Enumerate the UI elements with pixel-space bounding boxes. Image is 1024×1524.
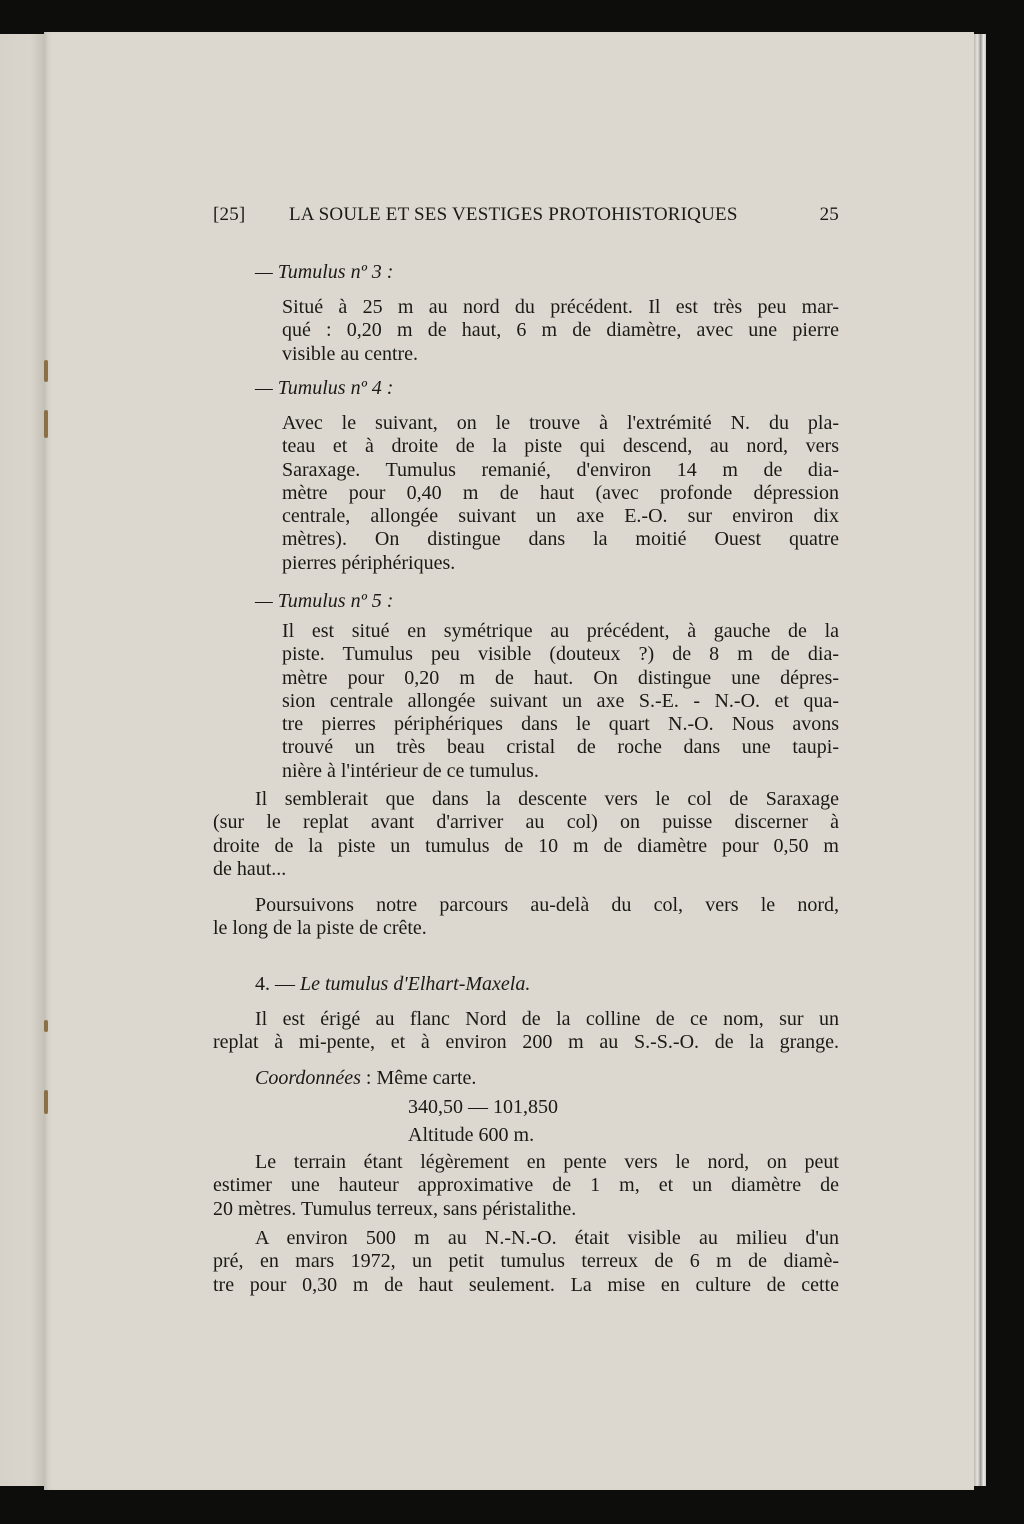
text-line: centrale, allongée suivant un axe E.-O. sur environ dix (282, 505, 839, 528)
coordinates-separator: : (365, 1067, 372, 1089)
section-title: Le tumulus d'Elhart-Maxela. (300, 973, 531, 995)
coordinates-map: Même carte. (376, 1067, 477, 1089)
text-line: estimer une hauteur approximative de 1 m, et un diamètre de (213, 1174, 839, 1197)
running-header (213, 204, 839, 230)
text-line: mètres). On distingue dans la moitié Ouest quatre (282, 528, 839, 551)
text-line: qué : 0,20 m de haut, 6 m de diamètre, avec une pierre (282, 319, 839, 342)
text-line: replat à mi-pente, et à environ 200 m au S.-S.-O. de la grange. (213, 1031, 839, 1054)
text-line: Il est situé en symétrique au précédent, à gauche de la (282, 620, 839, 642)
text-line: (sur le replat avant d'arriver au col) on puisse discerner à (213, 811, 839, 834)
text-line: pré, en mars 1972, un petit tumulus terreux de 6 m de diamè- (213, 1250, 839, 1273)
page-number: 25 (819, 204, 839, 225)
paragraph-erige (213, 1008, 839, 1055)
text-line: tre pierres périphériques dans le quart N.-O. Nous avons (282, 713, 839, 736)
text-line: le long de la piste de crête. (213, 917, 427, 940)
section-heading (255, 973, 530, 996)
text-line: tre pour 0,30 m de haut seulement. La mise en culture de cette (213, 1273, 839, 1296)
text-line: droite de la piste un tumulus de 10 m de diamètre pour 0,50 m (213, 834, 839, 857)
text-line: Le terrain étant légèrement en pente vers le nord, on peut (255, 1151, 839, 1173)
running-title: LA SOULE ET SES VESTIGES PROTOHISTORIQUES (289, 204, 738, 225)
paragraph-poursuivons (213, 894, 839, 941)
text-line: piste. Tumulus peu visible (douteux ?) de 8 m de dia- (282, 643, 839, 666)
binding-stain (44, 1090, 48, 1114)
text-line: 20 mètres. Tumulus terreux, sans péristalithe. (213, 1197, 577, 1220)
text-line: Saraxage. Tumulus remanié, d'environ 14 m de dia- (282, 458, 839, 481)
paragraph-terrain (213, 1151, 839, 1221)
paragraph-saraxage (213, 788, 839, 881)
text-line: A environ 500 m au N.-N.-O. était visible au milieu d'un (255, 1227, 839, 1249)
text-line: pierres périphériques. (282, 551, 456, 574)
tumulus-3-body (282, 296, 839, 366)
text-line: sion centrale allongée suivant un axe S.-E. - N.-O. et qua- (282, 689, 839, 712)
text-line: Il semblerait que dans la descente vers le col de Saraxage (255, 788, 839, 810)
coordinates-label: Coordonnées (255, 1067, 361, 1089)
text-line: teau et à droite de la piste qui descend, au nord, vers (282, 435, 839, 458)
tumulus-5-body (282, 620, 839, 783)
binding-stain (44, 410, 48, 438)
binding-stain (44, 1020, 48, 1032)
section-number: 4. — (255, 973, 295, 995)
text-line: nière à l'intérieur de ce tumulus. (282, 759, 539, 782)
text-line: visible au centre. (282, 342, 419, 365)
text-line: Situé à 25 m au nord du précédent. Il est très peu mar- (282, 296, 839, 318)
text-line: Poursuivons notre parcours au-delà du col, vers le nord, (255, 894, 839, 916)
text-line: Il est érigé au flanc Nord de la colline de ce nom, sur un (255, 1008, 839, 1030)
text-line: de haut... (213, 857, 287, 880)
subheading-tumulus-4: — Tumulus nº 4 : (255, 377, 394, 399)
binding-stain (44, 360, 48, 382)
facing-page-edge (0, 34, 44, 1486)
text-line: trouvé un très beau cristal de roche dans une taupi- (282, 736, 839, 759)
subheading-tumulus-5: — Tumulus nº 5 : (255, 590, 394, 612)
page-bracket-number: [25] (213, 204, 246, 225)
page-stack-edge (974, 34, 986, 1486)
subheading-tumulus-3: — Tumulus nº 3 : (255, 261, 394, 283)
text-line: Avec le suivant, on le trouve à l'extrémité N. du pla- (282, 412, 839, 434)
text-line: mètre pour 0,40 m de haut (avec profonde dépression (282, 481, 839, 504)
tumulus-4-body (282, 412, 839, 575)
coordinates-altitude: Altitude 600 m. (408, 1124, 535, 1146)
text-line: mètre pour 0,20 m de haut. On distingue une dépres- (282, 666, 839, 689)
coordinates-values: 340,50 — 101,850 (408, 1096, 558, 1118)
coordinates-block (255, 1067, 476, 1090)
paragraph-environ (213, 1227, 839, 1297)
